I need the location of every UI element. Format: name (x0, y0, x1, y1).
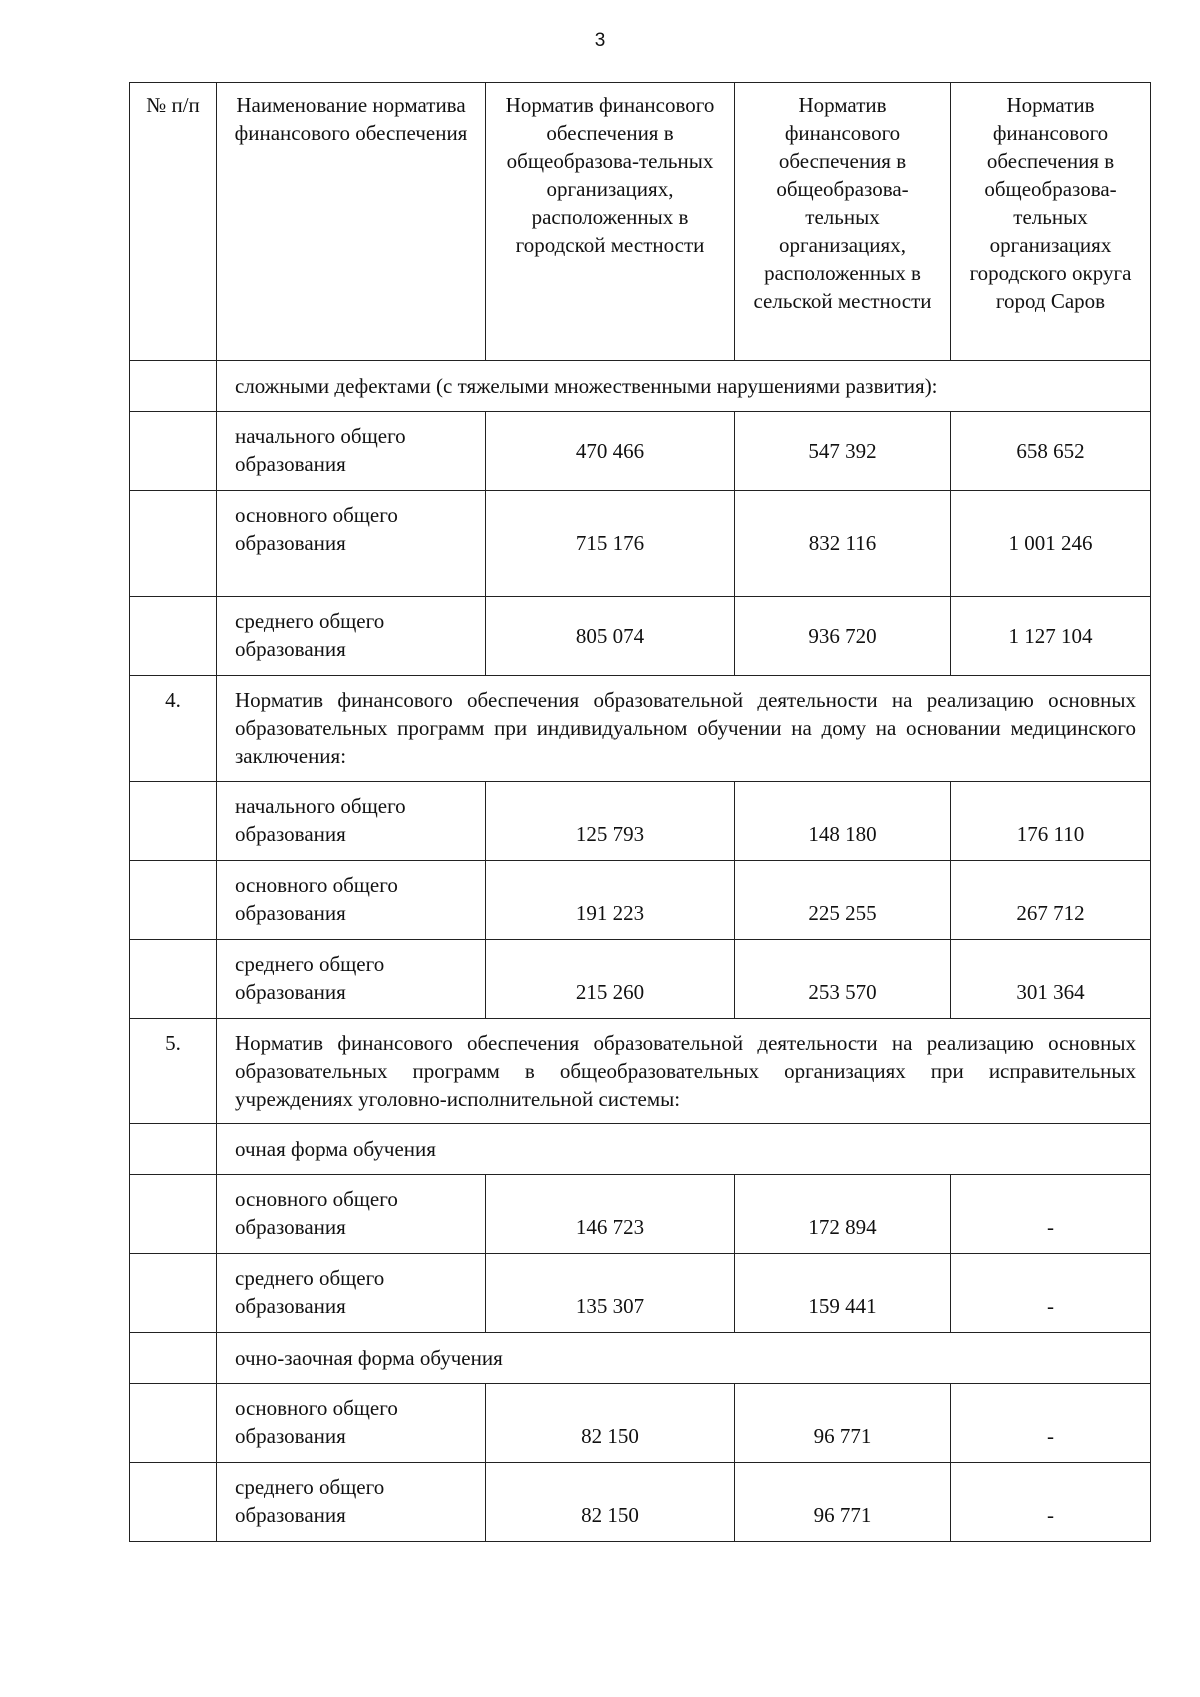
table-row (130, 597, 1151, 676)
financing-norms-table (129, 82, 1151, 1542)
rural-value: 172 894 (735, 1175, 951, 1254)
table-row (130, 412, 1151, 491)
empty-num-cell (130, 782, 217, 861)
empty-num-cell (130, 1254, 217, 1333)
header-sarov: Норматив финансового обеспечения в общеобразова-тельных организациях городского округа город Саров (951, 83, 1151, 361)
section-title: Норматив финансового обеспечения образовательной деятельности на реализацию основных образовательных программ при индивидуальном обучении на дому на основании медицинского заключения: (217, 676, 1151, 782)
table-row (130, 1254, 1151, 1333)
row-name: основного общего образования (217, 1175, 486, 1254)
empty-num-cell (130, 1175, 217, 1254)
table-row (130, 491, 1151, 597)
section-title: Норматив финансового обеспечения образовательной деятельности на реализацию основных образовательных программ в общеобразовательных организациях при исправительных учреждениях уголовно-исполнительной системы: (217, 1019, 1151, 1124)
section-number: 4. (130, 676, 217, 782)
sarov-value: 1 001 246 (951, 491, 1151, 597)
empty-num-cell (130, 1463, 217, 1542)
rural-value: 253 570 (735, 940, 951, 1019)
row-name: основного общего образования (217, 1384, 486, 1463)
page-number: 3 (594, 30, 606, 51)
row-name: основного общего образования (217, 861, 486, 940)
rural-value: 96 771 (735, 1463, 951, 1542)
section-number: 5. (130, 1019, 217, 1124)
empty-num-cell (130, 597, 217, 676)
subsection-title: очная форма обучения (217, 1124, 1151, 1175)
header-name: Наименование норматива финансового обеспечения (217, 83, 486, 361)
table-header-row (130, 83, 1151, 361)
rural-value: 832 116 (735, 491, 951, 597)
table-row (130, 861, 1151, 940)
rural-value: 148 180 (735, 782, 951, 861)
rural-value: 225 255 (735, 861, 951, 940)
empty-num-cell (130, 940, 217, 1019)
sarov-value: 1 127 104 (951, 597, 1151, 676)
sarov-value: 176 110 (951, 782, 1151, 861)
empty-num-cell (130, 1124, 217, 1175)
subsection-title: очно-заочная форма обучения (217, 1333, 1151, 1384)
sarov-value: 658 652 (951, 412, 1151, 491)
header-urban: Норматив финансового обеспечения в общеобразова-тельных организациях, расположенных в городской местности (486, 83, 735, 361)
header-num: № п/п (130, 83, 217, 361)
empty-num-cell (130, 412, 217, 491)
section-title: сложными дефектами (с тяжелыми множественными нарушениями развития): (217, 361, 1151, 412)
urban-value: 135 307 (486, 1254, 735, 1333)
table-row (130, 1463, 1151, 1542)
urban-value: 82 150 (486, 1463, 735, 1542)
urban-value: 125 793 (486, 782, 735, 861)
empty-num-cell (130, 1333, 217, 1384)
row-name: среднего общего образования (217, 597, 486, 676)
empty-num-cell (130, 861, 217, 940)
row-name: среднего общего образования (217, 940, 486, 1019)
table-row (130, 1175, 1151, 1254)
table-row (130, 940, 1151, 1019)
urban-value: 805 074 (486, 597, 735, 676)
rural-value: 936 720 (735, 597, 951, 676)
row-name: начального общего образования (217, 412, 486, 491)
sarov-value: 267 712 (951, 861, 1151, 940)
header-rural: Норматив финансового обеспечения в общеобразова-тельных организациях, расположенных в сельской местности (735, 83, 951, 361)
subsection-title-row (130, 1333, 1151, 1384)
section-title-row (130, 676, 1151, 782)
urban-value: 215 260 (486, 940, 735, 1019)
table-row (130, 1384, 1151, 1463)
rural-value: 96 771 (735, 1384, 951, 1463)
sarov-value: - (951, 1254, 1151, 1333)
row-name: начального общего образования (217, 782, 486, 861)
section-title-row (130, 1019, 1151, 1124)
row-name: среднего общего образования (217, 1463, 486, 1542)
urban-value: 191 223 (486, 861, 735, 940)
empty-num-cell (130, 1384, 217, 1463)
row-name: основного общего образования (217, 491, 486, 597)
urban-value: 470 466 (486, 412, 735, 491)
urban-value: 715 176 (486, 491, 735, 597)
subsection-title-row (130, 1124, 1151, 1175)
section-title-row (130, 361, 1151, 412)
sarov-value: - (951, 1175, 1151, 1254)
rural-value: 547 392 (735, 412, 951, 491)
rural-value: 159 441 (735, 1254, 951, 1333)
row-name: среднего общего образования (217, 1254, 486, 1333)
empty-num-cell (130, 361, 217, 412)
table-row (130, 782, 1151, 861)
sarov-value: - (951, 1463, 1151, 1542)
urban-value: 82 150 (486, 1384, 735, 1463)
empty-num-cell (130, 491, 217, 597)
sarov-value: 301 364 (951, 940, 1151, 1019)
urban-value: 146 723 (486, 1175, 735, 1254)
sarov-value: - (951, 1384, 1151, 1463)
